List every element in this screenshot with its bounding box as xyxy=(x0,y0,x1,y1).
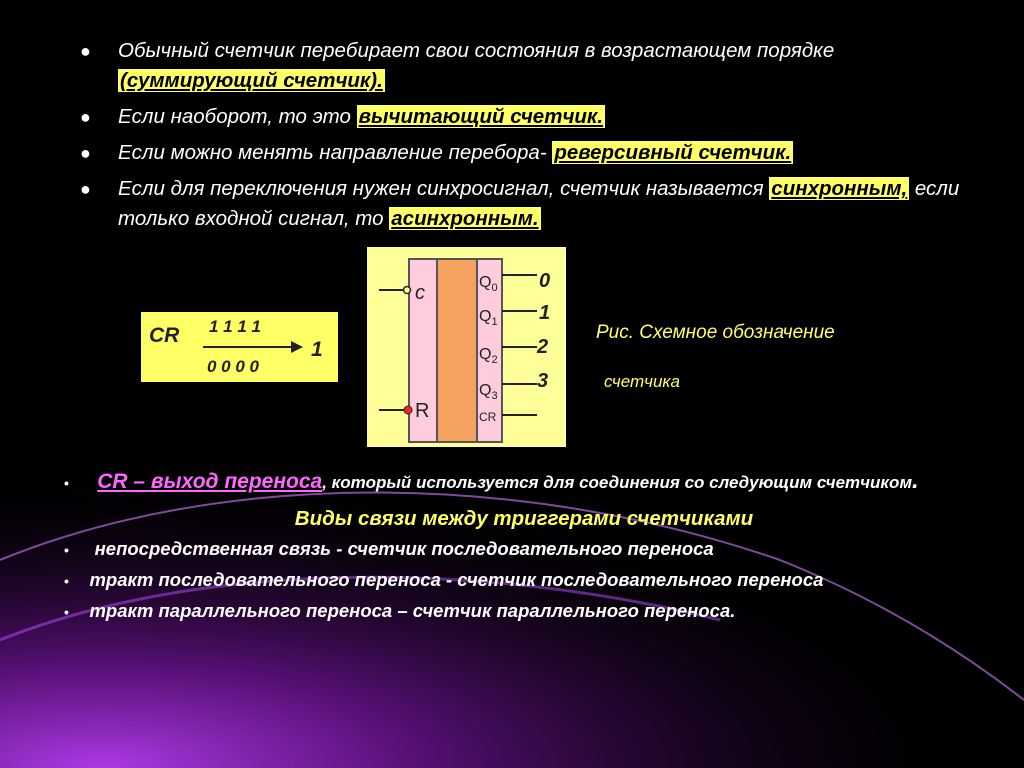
counter-diagram xyxy=(367,247,566,447)
list-item-text: тракт параллельного переноса – счетчик параллельного переноса. xyxy=(89,600,736,621)
cr-description-text: , который используется для соединения со следующим счетчиком xyxy=(322,473,913,492)
r-input-label: R xyxy=(415,400,430,422)
lower-section xyxy=(64,466,984,627)
bullet-icon: • xyxy=(64,542,69,558)
q3-label: $Q_3$ xyxy=(479,382,498,402)
cr-description-end: . xyxy=(912,467,919,494)
bullet-icon: ● xyxy=(80,179,91,199)
c-inversion-icon xyxy=(404,287,411,294)
highlight-term: вычитающий счетчик. xyxy=(358,105,603,128)
highlight-term: синхронным, xyxy=(771,177,908,200)
top-bits: 1 1 1 1 xyxy=(209,317,261,336)
definition-item xyxy=(80,102,980,132)
list-item xyxy=(64,534,984,565)
bullet-icon: ● xyxy=(80,143,91,163)
bottom-bits: 0 0 0 0 xyxy=(207,357,259,376)
bullet-icon: • xyxy=(64,573,69,589)
highlight-term: асинхронным. xyxy=(391,207,539,230)
cr-transition-svg xyxy=(141,312,338,382)
highlight-term: (суммирующий счетчик). xyxy=(120,69,383,92)
arrow-head-icon xyxy=(291,341,303,353)
q1-label: $Q_1$ xyxy=(479,308,498,328)
cr-description xyxy=(64,466,984,498)
definition-text: Если можно менять направление перебора- xyxy=(118,141,553,164)
r-inversion-icon xyxy=(404,406,412,414)
q0-label: $Q_0$ xyxy=(479,274,498,294)
definition-text: Если наоборот, то это xyxy=(118,105,357,128)
cr-label: CR xyxy=(149,324,180,347)
definition-text: если только входной сигнал, то xyxy=(118,177,960,230)
figure-caption-line2: счетчика xyxy=(604,372,680,391)
list-item xyxy=(64,596,984,627)
definition-item xyxy=(80,36,980,96)
list-item xyxy=(64,565,984,596)
output-number: 2 xyxy=(537,336,549,358)
bullet-icon: • xyxy=(64,475,69,491)
cr-output-label: CR xyxy=(479,410,497,424)
definitions-list xyxy=(80,36,980,240)
output-number: 0 xyxy=(539,270,551,292)
bullet-icon: • xyxy=(64,604,69,620)
bullet-icon: ● xyxy=(80,41,91,61)
definition-item xyxy=(80,174,980,234)
definition-item xyxy=(80,138,980,168)
counter-svg xyxy=(367,247,566,447)
list-item-text: непосредственная связь - счетчик последовательного переноса xyxy=(94,538,714,559)
section-subtitle: Виды связи между триггерами счетчиками xyxy=(294,507,754,530)
bullet-icon: ● xyxy=(80,107,91,127)
figure-caption: Рис. Схемное обозначение xyxy=(596,322,835,343)
carry-output: 1 xyxy=(311,338,323,361)
list-item-text: тракт последовательного переноса - счетчик последовательного переноса xyxy=(89,569,824,590)
c-input-label: c xyxy=(415,282,425,304)
counter-body xyxy=(437,259,477,442)
output-number: 1 xyxy=(539,302,551,324)
output-number: 3 xyxy=(537,370,549,392)
cr-transition-figure xyxy=(141,312,338,382)
highlight-term: реверсивный счетчик. xyxy=(554,141,792,164)
cr-title: CR – выход переноса xyxy=(97,470,323,493)
definition-text: Если для переключения нужен синхросигнал, счетчик называется xyxy=(118,177,770,200)
definition-text: Обычный счетчик перебирает свои состояния в возрастающем порядке xyxy=(118,39,835,62)
q2-label: $Q_2$ xyxy=(479,346,498,366)
